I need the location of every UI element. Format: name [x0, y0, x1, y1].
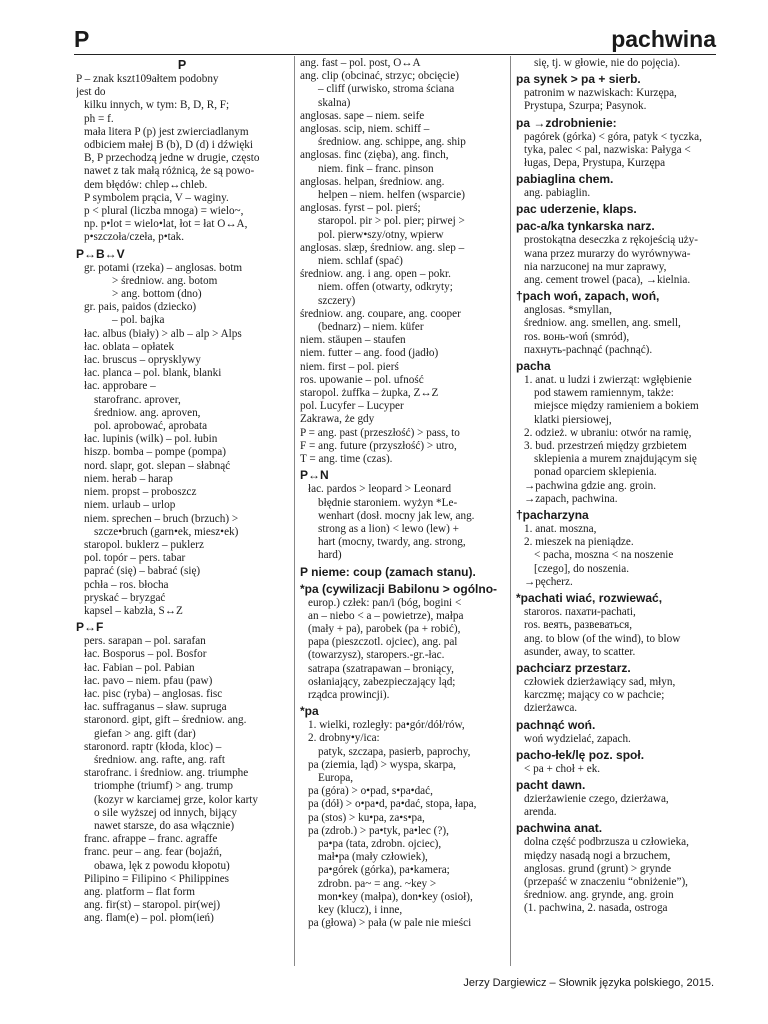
entry-text-line: niem. propst – proboszcz	[84, 486, 197, 499]
entry-text-line: hart (mocny, twardy, ang. strong,	[318, 536, 466, 549]
entry-text-line: (kozyr w karciamej grze, kolor karty	[94, 793, 259, 806]
entry-text-line: łac. pardos > leopard > Leonard	[308, 483, 452, 496]
entry-text-line: 3. bud. przestrzeń między grzbietem	[524, 440, 687, 453]
entry-text-line: ros. upowanie – pol. ufność	[300, 373, 424, 386]
page-header	[74, 28, 716, 55]
entry-text-line: pa (zdrob.) > pa•tyk, pa•lec (?),	[308, 824, 449, 837]
column-divider	[510, 56, 511, 966]
entry-text-line: →pachwina gdzie ang. groin.	[524, 479, 657, 492]
entry-text-line: < pa + choł + ek.	[524, 762, 601, 775]
entry-text-line: się, tj. w głowie, nie do pojęcia).	[534, 57, 681, 69]
entry-headword-line: P nieme: coup (zamach stanu).	[300, 564, 476, 579]
entry-text-line: rządca prowincji).	[308, 688, 390, 701]
entry-text-line: sklepienia a murem znajdującym się	[534, 453, 697, 466]
entry-text-line: mał•pa (mały człowiek),	[318, 851, 428, 864]
entry-text-line: starofranc. i średniow. ang. triumphe	[84, 767, 249, 780]
entry-text-line: ph = f.	[84, 112, 114, 125]
entry-text-line: staronord. raptr (kłoda, kloc) –	[84, 740, 222, 753]
entry-text-line: anglosas. *smyllan,	[524, 304, 612, 317]
entry-text-line: F = ang. future (przyszłość) > utro,	[300, 439, 457, 452]
entry-text-line: pa (ziemia, ląd) > wyspa, skarpa,	[308, 758, 456, 771]
entry-text-line: odbiciem małej B (b), D (d) i dźwięki	[84, 139, 254, 152]
entry-headword-line: pacha	[516, 359, 551, 374]
entry-text-line: ang. fast – pol. post, O↔A	[300, 57, 421, 69]
entry-text-line: (bednarz) – niem. küfer	[318, 321, 424, 334]
entry-text-line: ros. вонь-woń (smród),	[524, 330, 630, 343]
entry-text-line: arenda.	[524, 806, 557, 819]
entry-text-line: pa (stos) > ku•pa, za•s•pa,	[308, 811, 425, 824]
entry-text-line: asunder, away, to scatter.	[524, 645, 636, 658]
entry-text-line: 1. anat. u ludzi i zwierząt: wgłębienie	[524, 374, 692, 387]
entry-text-line: ang. pabiaglin.	[524, 187, 591, 200]
entry-text-line: staropol. buklerz – puklerz	[84, 538, 204, 551]
entry-headword-line: pachwina anat.	[516, 821, 603, 836]
entry-text-line: ros. веять, развеваться,	[524, 619, 633, 632]
entry-text-line: tyka, palec < pal, nazwiska: Pałyga <	[524, 143, 691, 156]
entry-text-line: nawet starsze, do asa włącznie)	[94, 819, 235, 832]
entry-text-line: łac. oblata – opłatek	[84, 340, 175, 353]
entry-text-line: 1. wielki, rozległy: pa•gór/dół/rów,	[308, 719, 465, 732]
entry-text-line: patyk, szczapa, pasierb, paprochy,	[318, 745, 471, 758]
entry-text-line: nord. slapr, got. slepan – słabnąć	[84, 459, 231, 472]
entry-text-line: osłaniający, zabezpieczający ląd;	[308, 675, 456, 688]
entry-text-line: [czego], do noszenia.	[534, 562, 630, 575]
entry-text-line: P symbolem prącia, V – waginy.	[84, 191, 229, 204]
entry-text-line: B, P przechodzą jedne w drugie, często	[84, 152, 260, 165]
entry-text-line: ang. to blow (of the wind), to blow	[524, 632, 681, 645]
entry-headword-line: P↔N	[300, 468, 329, 483]
guide-word: pachwina	[611, 26, 716, 52]
entry-text-line: anglosas. helpan, średniow. ang.	[300, 175, 445, 188]
entry-text-line: średniow. ang. smellen, ang. smell,	[524, 317, 681, 330]
entry-text-line: łac. lupinis (wilk) – pol. łubin	[84, 433, 218, 446]
entry-text-line: zdrobn. pa~ = ang. ~key >	[318, 877, 437, 890]
entry-text-line: prostokątna deseczka z rękojeścią uży-	[524, 234, 698, 247]
entry-text-line: niem. schlaf (spać)	[318, 255, 403, 268]
entry-text-line: 2. odzież. w ubraniu: otwór na ramię,	[524, 426, 692, 439]
entry-headword-line: P↔F	[76, 620, 104, 635]
entry-text-line: pol. topór – pers. tabar	[84, 552, 186, 565]
entry-text-line: łac. pavo – niem. pfau (paw)	[84, 674, 213, 687]
entry-headword-line: pac-a/ka tynkarska narz.	[516, 219, 655, 234]
entry-text-line: niem. offen (otwarty, odkryty;	[318, 281, 453, 294]
entry-text-line: miejsce między ramieniem a bokiem	[534, 400, 699, 413]
entry-text-line: (towarzysz), staropers.-gr.-łac.	[308, 649, 445, 662]
entry-text-line: średniow. ang. aproven,	[94, 406, 201, 419]
entry-text-line: ang. platform – flat form	[84, 885, 195, 898]
entry-text-line: mała litera P (p) jest zwierciadlanym	[84, 125, 249, 138]
entry-text-line: średniow. ang. rafte, ang. raft	[94, 753, 225, 766]
entry-headword-line: *pa	[300, 704, 319, 719]
entry-headword-line: pacho-łek/lę poz. społ.	[516, 747, 645, 762]
column-divider	[294, 56, 295, 966]
entry-text-line: pol. Lucyfer – Lucyper	[300, 400, 404, 413]
entry-headword-line: pa →zdrobnienie:	[516, 115, 617, 130]
entry-text-line: →zapach, pachwina.	[524, 492, 618, 505]
column-2	[300, 57, 506, 930]
entry-text-line: franc. peur – ang. fear (bojaźń,	[84, 846, 222, 859]
entry-headword-line: *pa (cywilizacji Babilonu > ogólno-	[300, 581, 498, 596]
entry-text-line: niem. futter – ang. food (jadło)	[300, 347, 439, 360]
entry-text-line: gr. potami (rzeka) – anglosas. botm	[84, 261, 243, 274]
entry-text-line: wenhart (dosł. mocny jak lew, ang.	[318, 509, 475, 522]
entry-text-line: łac. albus (biały) > alb – alp > Alps	[84, 327, 242, 340]
entry-text-line: starofranc. aprover,	[94, 393, 181, 406]
entry-text-line: średniow. ang. coupare, ang. cooper	[300, 307, 461, 320]
entry-text-line: łac. planca – pol. blank, blanki	[84, 367, 222, 380]
entry-text-line: między nasadą nogi a brzuchem,	[524, 849, 671, 862]
entry-text-line: obawa, lęk z powodu kłopotu)	[94, 859, 230, 872]
entry-text-line: P = ang. past (przeszłość) > pass, to	[300, 426, 460, 439]
entry-text-line: szcze•bruch (garn•ek, miesz•ek)	[94, 525, 239, 538]
entry-headword-line: pacht dawn.	[516, 777, 586, 792]
entry-text-line: niem. urlaub – urlop	[84, 499, 176, 512]
entry-text-line: wana przez murarzy do wyrównywa-	[524, 247, 691, 260]
entry-headword-line: pac uderzenie, klaps.	[516, 202, 637, 217]
entry-headword-line: †pach woń, zapach, woń,	[516, 289, 660, 304]
entry-text-line: an – niebo < a – powietrze), małpa	[308, 609, 464, 622]
entry-text-line: (mały + pa), parobek (pa + robić),	[308, 622, 461, 635]
entry-text-line: papa (pieszczotl. ojciec), ang. pal	[308, 636, 458, 649]
entry-text-line: Prystupa, Szurpa; Pasynok.	[524, 100, 647, 113]
entry-text-line: key (klucz), i inne,	[318, 903, 403, 916]
entry-text-line: ang. flam(e) – pol. płom(ień)	[84, 912, 214, 925]
entry-text-line: 2. drobny•y/ica:	[308, 732, 380, 745]
entry-text-line: o sile wyższej od innych, bijący	[94, 806, 237, 819]
entry-text-line: hiszp. bomba – pompe (pompa)	[84, 446, 226, 459]
entry-text-line: pryskać – bryzgać	[84, 591, 166, 604]
entry-headword-line: *pachati wiać, rozwiewać,	[516, 591, 663, 606]
entry-text-line: anglosas. fyrst – pol. pierś;	[300, 202, 421, 215]
entry-text-line: pol. pierw•szy/otny, wpierw	[318, 228, 444, 241]
entry-text-line: mon•key (małpa), don•key (osioł),	[318, 890, 473, 903]
entry-text-line: P – znak kszt109ałtem podobny	[76, 73, 219, 85]
entry-text-line: łac. Bosporus – pol. Bosfor	[84, 648, 207, 661]
entry-text-line: strong as a lion) < lewo (lew) +	[318, 522, 459, 535]
entry-text-line: 1. anat. moszna,	[524, 523, 597, 536]
entry-text-line: pa•górek (górka), pa•kamera;	[318, 864, 450, 877]
entry-text-line: – pol. bajka	[112, 314, 165, 327]
entry-text-line: klatki piersiowej,	[534, 413, 612, 426]
entry-headword-line: pabiaglina chem.	[516, 172, 614, 187]
entry-text-line: jest do	[76, 86, 106, 99]
entry-text-line: Zakrawa, że gdy	[300, 413, 375, 426]
entry-text-line: średniow. ang. grynde, ang. groin	[524, 889, 674, 902]
entry-text-line: < pacha, moszna < na noszenie	[534, 549, 674, 562]
entry-text-line: ponad oparciem sklepienia.	[534, 466, 657, 479]
entry-text-line: nia narzuconej na mur zaprawy,	[524, 260, 667, 273]
entry-text-line: kilku innych, w tym: B, D, R, F;	[84, 99, 230, 112]
entry-text-line: dem błędów: chlep↔chleb.	[84, 178, 208, 191]
entry-text-line: paprać (się) – babrać (się)	[84, 565, 201, 578]
entry-text-line: 2. mieszek na pieniądze.	[524, 536, 634, 549]
entry-headword-line: pachciarz przestarz.	[516, 660, 631, 675]
entry-text-line: ang. clip (obcinać, strzyc; obcięcie)	[300, 70, 460, 83]
entry-text-line: łac. pisc (ryba) – anglosas. fisc	[84, 687, 223, 700]
entry-text-line: пахнуть-pachnąć (pachnąć).	[524, 343, 653, 356]
entry-headword-line: pa synek > pa + sierb.	[516, 72, 641, 87]
entry-text-line: skalna)	[318, 96, 351, 109]
entry-text-line: niem. herab – harap	[84, 472, 173, 485]
entry-text-line: pa (góra) > o•pad, s•pa•dać,	[308, 785, 433, 798]
entry-text-line: pa•pa (tata, zdrobn. ojciec),	[318, 837, 442, 850]
entry-text-line: np. p•lot = wielo•lat, łot = łat O↔A,	[84, 218, 248, 231]
entry-text-line: niem. first – pol. pierś	[300, 360, 399, 373]
entry-text-line: błędnie staroniem. wyżyn *Le-	[318, 496, 458, 509]
footer-citation: Jerzy Dargiewicz – Słownik języka polskiego, 2015.	[463, 977, 714, 989]
entry-text-line: helpen – niem. helfen (wsparcie)	[318, 189, 465, 202]
section-letter: P	[74, 26, 90, 52]
entry-text-line: p < plural (liczba mnoga) = wielo~,	[84, 205, 244, 218]
entry-text-line: średniow. ang. schippe, ang. ship	[318, 136, 466, 149]
entry-text-line: pa (głowa) > pała (w pale nie mieści	[308, 917, 472, 930]
entry-text-line: pol. aprobować, aprobata	[94, 420, 208, 433]
entry-text-line: łac. suffraganus – sław. supruga	[84, 701, 227, 714]
entry-text-line: karczmę; mający co w pachcie;	[524, 689, 665, 702]
entry-text-line: staropol. żuffka – żupka, Z↔Z	[300, 387, 439, 400]
entry-text-line: ang. cement trowel (paca), →kielnia.	[524, 274, 691, 287]
entry-text-line: staropol. pir > pol. pier; pirwej >	[318, 215, 465, 228]
entry-text-line: hard)	[318, 549, 342, 562]
entry-text-line: dzierżawienie czego, dzierżawa,	[524, 792, 669, 805]
entry-text-line: gr. pais, paidos (dziecko)	[84, 301, 197, 314]
entry-text-line: niem. stäupen – staufen	[300, 334, 406, 347]
entry-text-line: ang. fir(st) – staropol. pir(wej)	[84, 899, 221, 912]
entry-text-line: dolna część podbrzusza u człowieka,	[524, 836, 689, 849]
entry-text-line: T = ang. time (czas).	[300, 453, 393, 466]
entry-text-line: p•szczoła/czeła, p•tak.	[84, 231, 185, 244]
entry-text-line: Europa,	[318, 771, 354, 784]
entry-text-line: łac. Fabian – pol. Pabian	[84, 661, 195, 674]
entry-text-line: franc. afrappe – franc. agraffe	[84, 833, 218, 846]
entry-text-line: triomphe (triumf) > ang. trump	[94, 780, 233, 793]
entry-text-line: giefan > ang. gift (dar)	[94, 727, 196, 740]
entry-text-line: staroros. пахати-pachati,	[524, 606, 636, 619]
entry-text-line: niem. fink – franc. pinson	[318, 162, 434, 175]
entry-text-line: pchła – ros. błocha	[84, 578, 169, 591]
entry-text-line: europ.) człek: pan/i (bóg, bogini <	[308, 596, 462, 609]
entry-text-line: anglosas. grund (grunt) > grynde	[524, 862, 672, 875]
entry-text-line: pers. sarapan – pol. sarafan	[84, 635, 206, 648]
entry-text-line: woń wydzielać, zapach.	[524, 732, 631, 745]
entry-text-line: anglosas. slæp, średniow. ang. slep –	[300, 241, 465, 254]
column-1	[76, 57, 288, 926]
entry-text-line: anglosas. sape – niem. seife	[300, 109, 425, 122]
entry-headword-line: P	[177, 58, 187, 72]
entry-text-line: staronord. gipt, gift – średniow. ang.	[84, 714, 247, 727]
column-3	[516, 57, 716, 916]
entry-text-line: średniow. ang. i ang. open – pokr.	[300, 268, 451, 281]
entry-text-line: kapsel – kabzła, S↔Z	[84, 604, 183, 617]
entry-headword-line: P↔B↔V	[76, 246, 125, 261]
entry-headword-line: pachnąć woń.	[516, 717, 596, 732]
entry-text-line: łac. bruscus – oprysklywy	[84, 354, 201, 367]
entry-text-line: patronim w nazwiskach: Kurzępa,	[524, 87, 677, 100]
entry-text-line: – cliff (urwisko, stroma ściana	[318, 83, 455, 96]
entry-text-line: (1. pachwina, 2. nasada, ostroga	[524, 902, 668, 915]
entry-text-line: człowiek dzierżawiący sad, młyn,	[524, 675, 676, 688]
entry-text-line: szczery)	[318, 294, 356, 307]
entry-text-line: pa (dół) > o•pa•d, pa•dać, stopa, łapa,	[308, 798, 477, 811]
entry-text-line: niem. sprechen – bruch (brzuch) >	[84, 512, 239, 525]
entry-text-line: anglosas. scip, niem. schiff –	[300, 123, 430, 136]
entry-text-line: łac. approbare –	[84, 380, 156, 393]
entry-text-line: nawet z tak małą różnicą, że są powo-	[84, 165, 255, 178]
entry-text-line: dzierżawca.	[524, 702, 578, 715]
entry-headword-line: †pacharzyna	[516, 508, 589, 523]
entry-text-line: (przepaść w znaczeniu “obniżenie”),	[524, 875, 688, 888]
entry-text-line: ługas, Depa, Prystupa, Kurzępa	[524, 157, 666, 170]
entry-text-line: anglosas. finc (zięba), ang. finch,	[300, 149, 449, 162]
entry-text-line: pod stawem ramiennym, także:	[534, 387, 674, 400]
entry-text-line: > średniow. ang. botom	[112, 274, 218, 287]
entry-text-line: > ang. bottom (dno)	[112, 288, 202, 301]
entry-text-line: satrapa (szatrapawan – broniący,	[308, 662, 454, 675]
entry-text-line: pagórek (górka) < góra, patyk < tyczka,	[524, 130, 702, 143]
entry-text-line: Pilipino = Filipino < Philippines	[84, 872, 230, 885]
entry-text-line: →pęcherz.	[524, 575, 573, 588]
